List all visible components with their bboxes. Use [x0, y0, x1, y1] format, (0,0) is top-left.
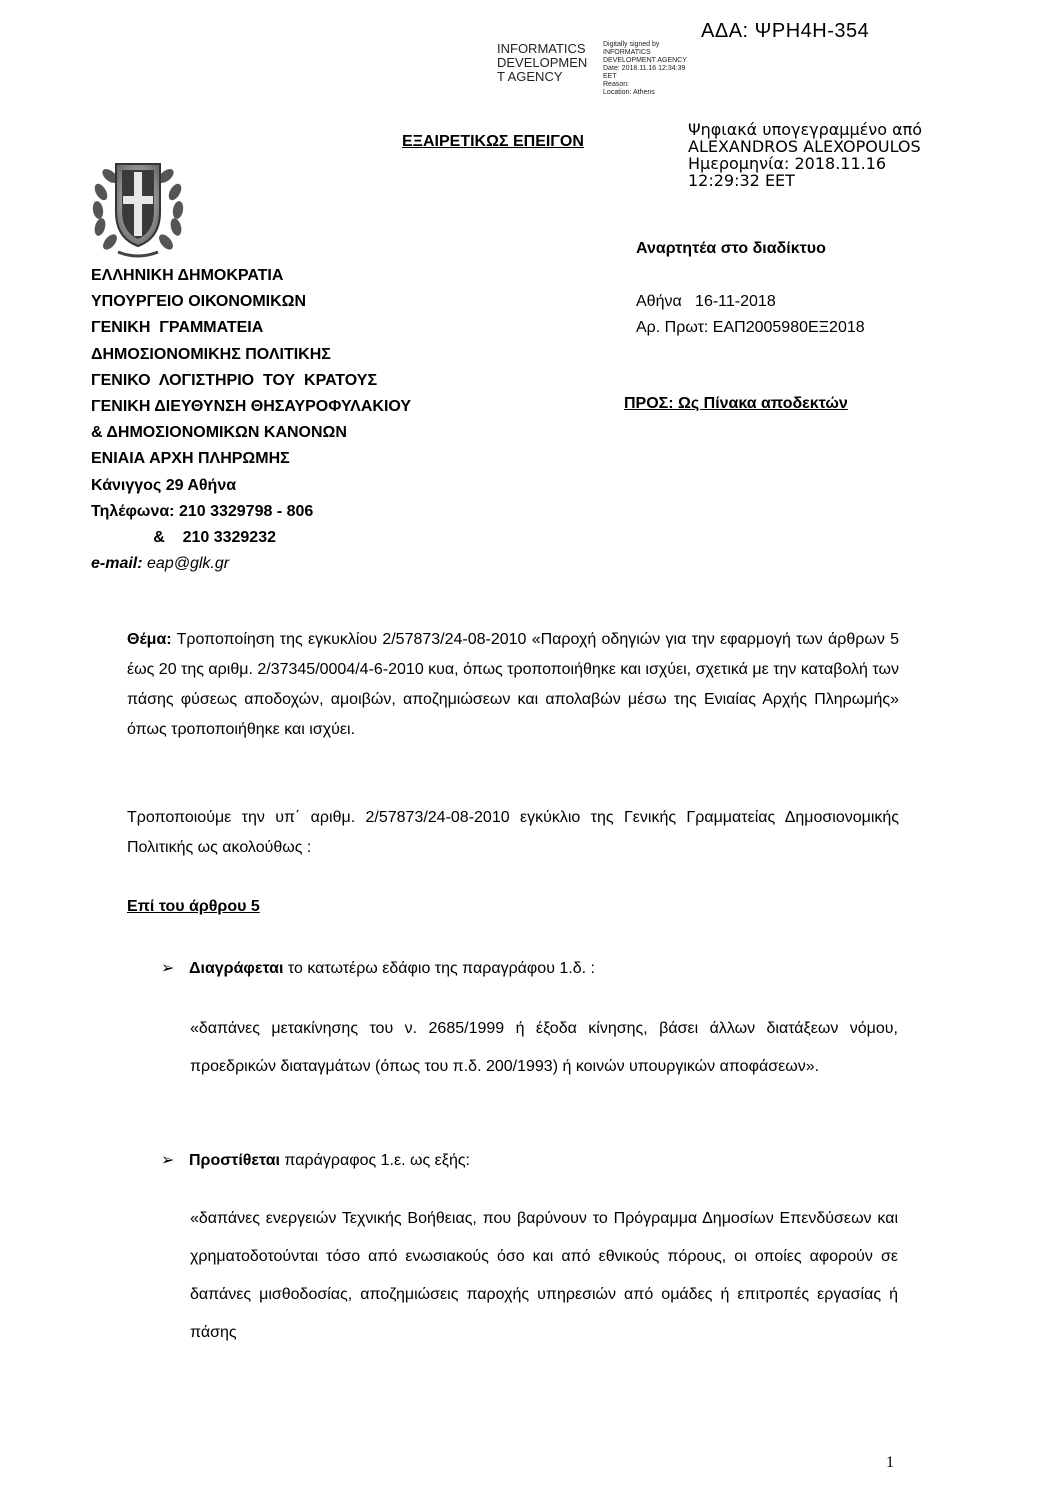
bullet-action: Προστίθεται [189, 1152, 280, 1169]
sender-address: Κάνιγγος 29 Αθήνα [91, 476, 237, 494]
intro-paragraph [127, 803, 899, 863]
bullet-item [161, 1150, 470, 1170]
posting-note: Αναρτητέα στο διαδίκτυο [636, 240, 826, 257]
sender-line: & ΔΗΜΟΣΙΟΝΟΜΙΚΩΝ ΚΑΝΟΝΩΝ [91, 424, 347, 442]
signed-by-block [688, 121, 922, 189]
signed-by-line: ALEXANDROS ALEXOPOULOS [688, 137, 921, 156]
quote-text: «δαπάνες ενεργειών Τεχνικής Βοήθειας, που βαρύνουν το Πρόγραμμα Δημοσίων Επενδύσεων και χρηματοδοτούνται τόσο από ενωσιακούς όσο και από εθνικούς πόρους, οι οποίες αφορούν σε δαπάνες μισθοδοσίας, αποζημιώσεις παροχής υπηρεσιών από ομάδες ή επιτροπές εργασίας ή πάσης [190, 1210, 898, 1341]
sender-line: ΓΕΝΙΚΟ ΛΟΓΙΣΤΗΡΙΟ ΤΟΥ ΚΡΑΤΟΥΣ [91, 371, 378, 389]
signer-org-line: DEVELOPMEN [497, 55, 588, 70]
signed-by-line: 12:29:32 EET [688, 171, 795, 190]
quoted-clause [190, 1010, 898, 1086]
ada-code: ΑΔΑ: ΨΡΗ4Η-354 [701, 20, 870, 42]
urgency-label: ΕΞΑΙΡΕΤΙΚΩΣ ΕΠΕΙΓΟΝ [402, 133, 584, 150]
quote-text: «δαπάνες μετακίνησης του ν. 2685/1999 ή έξοδα κίνησης, βάσει άλλων διατάξεων νόμου, προεδρικών διαταγμάτων (όπως του π.δ. 200/1993) ή κοινών υπουργικών αποφάσεων». [190, 1020, 898, 1075]
sender-line: ΔΗΜΟΣΙΟΝΟΜΙΚΗΣ ΠΟΛΙΤΙΚΗΣ [91, 345, 331, 363]
signature-detail-line: Reason: [603, 81, 630, 88]
signed-by-line: Ημερομηνία: 2018.11.16 [688, 154, 887, 173]
signed-by-line: Ψηφιακά υπογεγραμμένο από [688, 120, 923, 139]
bullet-action: Διαγράφεται [189, 960, 284, 977]
signature-detail-line: Date: 2018.11.16 12:34:39 [603, 65, 686, 72]
section-title: Επί του άρθρου 5 [127, 898, 260, 915]
protocol-number: Αρ. Πρωτ: ΕΑΠ2005980ΕΞ2018 [636, 319, 865, 336]
bullet-text: το κατωτέρω εδάφιο της παραγράφου 1.δ. : [283, 960, 595, 977]
sender-line: ΓΕΝΙΚΗ ΔΙΕΥΘΥΝΣΗ ΘΗΣΑΥΡΟΦΥΛΑΚΙΟΥ [91, 398, 412, 416]
quoted-clause [190, 1200, 898, 1352]
signature-detail-line: DEVELOPMENT AGENCY [603, 57, 687, 64]
sender-block [91, 263, 411, 577]
sender-line: ΕΛΛΗΝΙΚΗ ΔΗΜΟΚΡΑΤΙΑ [91, 267, 284, 284]
digital-signer-org [497, 42, 587, 84]
sender-email [91, 551, 411, 577]
sender-phone-2: & 210 3329232 [91, 529, 276, 547]
signature-detail-line: EET [603, 73, 617, 80]
arrow-bullet-icon: ➢ [161, 1152, 175, 1169]
arrow-bullet-icon: ➢ [161, 960, 175, 977]
bullet-item [161, 958, 595, 978]
sender-line: ΕΝΙΑΙΑ ΑΡΧΗ ΠΛΗΡΩΜΗΣ [91, 450, 290, 468]
sender-phone: Τηλέφωνα: 210 3329798 - 806 [91, 502, 314, 520]
signature-detail-line: INFORMATICS [603, 49, 651, 56]
date-protocol-block [636, 289, 865, 341]
signer-org-line: T AGENCY [497, 69, 563, 84]
signature-detail-line: Digitally signed by [603, 41, 660, 48]
sender-line: ΥΠΟΥΡΓΕΙΟ ΟΙΚΟΝΟΜΙΚΩΝ [91, 293, 307, 311]
subject-text: Τροποποίηση της εγκυκλίου 2/57873/24-08-2010 «Παροχή οδηγιών για την εφαρμογή των άρθρων 5 έως 20 της αριθμ. 2/37345/0004/4-6-2010 κυα, όπως τροποποιήθηκε και ισχύει, σχετικά με την καταβολή των πάσης φύσεως αποδοχών, αμοιβών, αποζημιώσεων και απολαβών μέσω της Ενιαίας Αρχής Πληρωμής» όπως τροποποιήθηκε και ισχύει. [127, 631, 899, 738]
bullet-text: παράγραφος 1.ε. ως εξής: [279, 1152, 470, 1169]
recipient-line: ΠΡΟΣ: Ως Πίνακα αποδεκτών [624, 395, 848, 412]
subject-paragraph [127, 625, 899, 745]
document-date: Αθήνα 16-11-2018 [636, 293, 776, 310]
subject-label: Θέμα: [127, 631, 172, 648]
email-link[interactable]: eap@glk.gr [142, 555, 230, 573]
signer-org-line: INFORMATICS [497, 41, 586, 56]
intro-text: Τροποποιούμε την υπ΄ αριθμ. 2/57873/24-08-2010 εγκύκλιο της Γενικής Γραμματείας Δημοσιονομικής Πολιτικής ως ακολούθως : [127, 809, 899, 856]
signature-detail-line: Location: Athens [603, 89, 655, 96]
greek-emblem-icon [88, 150, 188, 260]
email-label: e-mail: [91, 555, 143, 573]
sender-line: ΓΕΝΙΚΗ ΓΡΑΜΜΑΤΕΙΑ [91, 319, 264, 337]
page-number: 1 [886, 1454, 894, 1471]
digital-signature-details [603, 41, 687, 97]
